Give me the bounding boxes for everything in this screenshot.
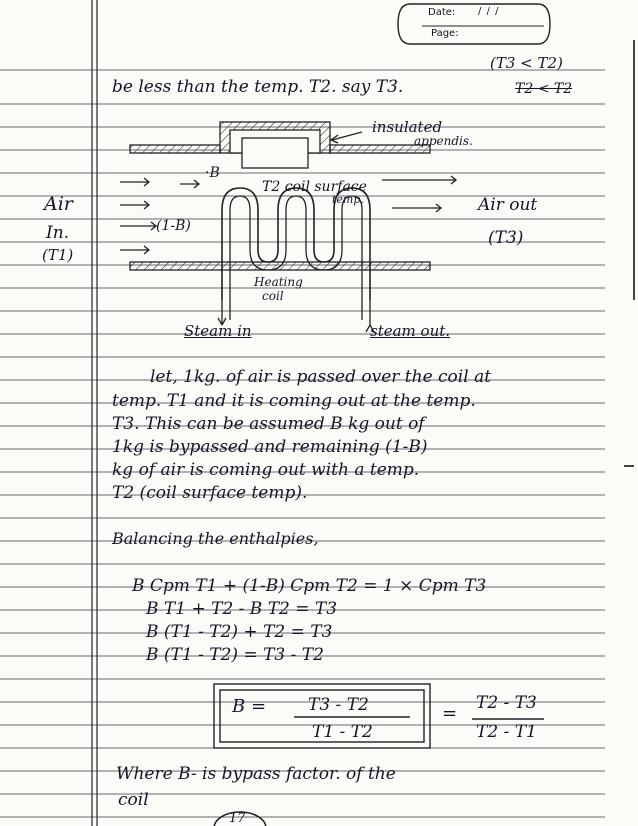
condition-note: (T3 < T2) [490, 54, 563, 72]
heating-coil-label: Heating [254, 275, 303, 289]
appendix-label: appendis. [414, 134, 473, 148]
air-in-label-2: In. [46, 223, 70, 243]
result-numerator: T3 - T2 [308, 695, 369, 715]
steam-in-label: Steam in [184, 322, 252, 340]
equation-2: B T1 + T2 - B T2 = T3 [146, 599, 338, 619]
paragraph-line-4: 1kg is bypassed and remaining (1-B) [112, 437, 428, 457]
heating-coil-label-2: coil [262, 289, 284, 303]
one-minus-b-label: (1-B) [156, 218, 191, 234]
steam-out-label: steam out. [370, 322, 451, 340]
equation-3: B (T1 - T2) + T2 = T3 [146, 622, 333, 642]
page-label: Page: [431, 28, 459, 39]
result-lhs: B = [232, 696, 267, 717]
bypass-b-label: ·B [205, 165, 220, 181]
air-out-label: Air out [478, 195, 538, 215]
paragraph-line-3: T3. This can be assumed B kg out of [112, 414, 425, 434]
date-label: Date: [428, 7, 456, 18]
paragraph-line-5: kg of air is coming out with a temp. [112, 460, 420, 480]
air-out-temp: (T3) [488, 228, 524, 248]
result-denominator: T1 - T2 [312, 722, 373, 742]
fraction-bar-2 [472, 717, 546, 721]
balancing-heading: Balancing the enthalpies, [112, 529, 319, 548]
bypass-diagram [100, 110, 460, 340]
result-numerator-2: T2 - T3 [476, 693, 537, 713]
temp-label: temp. [332, 193, 364, 206]
date-value: / / / [478, 6, 500, 17]
date-page-box [396, 2, 552, 46]
result-equals: = [442, 703, 458, 724]
intro-line: be less than the temp. T2. say T3. [112, 77, 404, 97]
insulated-label: insulated [372, 118, 443, 136]
page-number: 17 [229, 811, 246, 826]
conclusion-line-2: coil [118, 790, 149, 810]
paragraph-line-2: temp. T1 and it is coming out at the temp. [112, 391, 476, 411]
conclusion-line-1: Where B- is bypass factor. of the [116, 764, 396, 784]
paragraph-line-6: T2 (coil surface temp). [112, 483, 308, 503]
struck-text: T2 < T2 [515, 81, 573, 97]
result-denominator-2: T2 - T1 [476, 722, 537, 742]
paragraph-line-1: let, 1kg. of air is passed over the coil at [150, 367, 492, 387]
equation-1: B Cpm T1 + (1-B) Cpm T2 = 1 × Cpm T3 [132, 576, 487, 596]
equation-4: B (T1 - T2) = T3 - T2 [146, 645, 324, 665]
air-in-label: Air [44, 193, 73, 215]
coil-surface-label: T2 coil surface [262, 179, 367, 195]
air-in-temp: (T1) [42, 246, 74, 264]
